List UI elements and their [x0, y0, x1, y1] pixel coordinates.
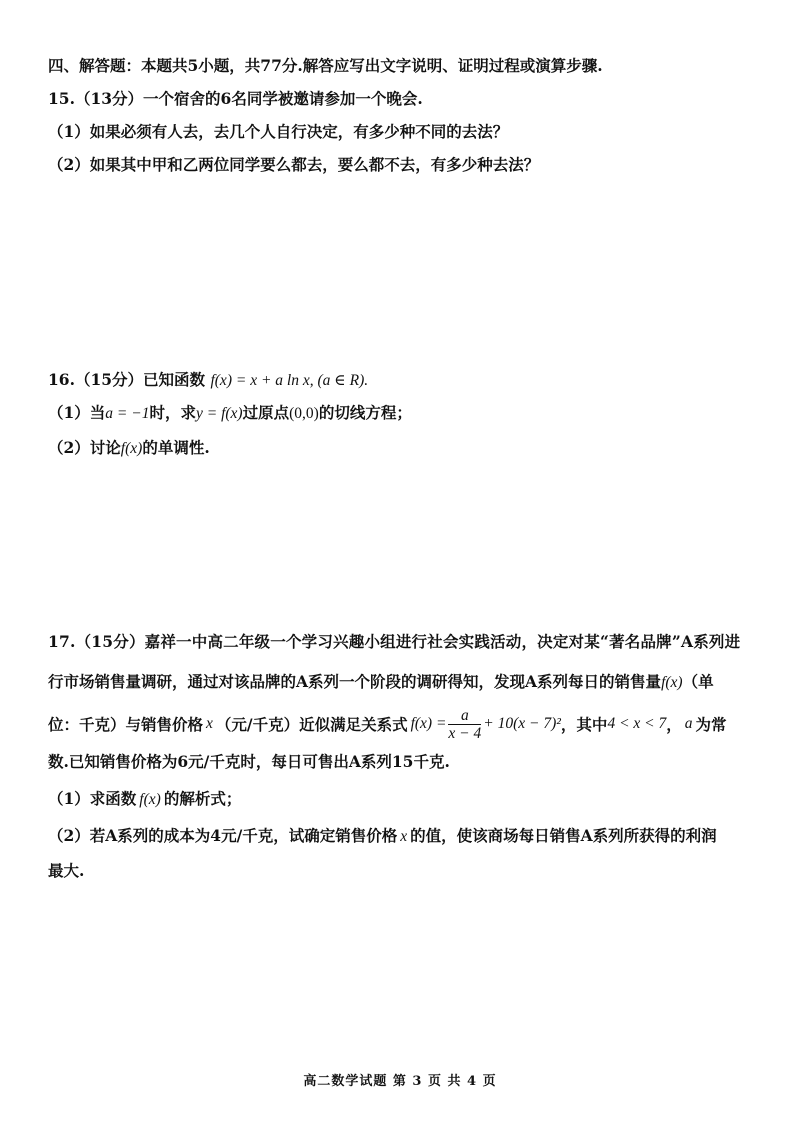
question-17-part-2 [48, 824, 760, 846]
relation-formula-fraction [448, 707, 481, 742]
math-range: 4 < x < 7 [607, 715, 667, 732]
question-16-part-1 [48, 401, 760, 423]
question-text: （元/千克）近似满足关系式 [215, 715, 408, 734]
page-footer: 高二数学试题 第 3 页 共 4 页 [303, 1074, 497, 1089]
question-16-part-2 [48, 436, 760, 458]
part-text: （2）讨论 [48, 438, 121, 457]
part-text: 的解析式； [163, 789, 242, 808]
question-17-line-3 [48, 704, 760, 744]
question-text: 已知函数 [143, 370, 206, 389]
question-17-line-4: 数.已知销售价格为6元/千克时，每日可售出A系列15千克. [48, 752, 450, 771]
question-15-stem [48, 87, 760, 109]
question-17-line-2 [48, 670, 760, 692]
question-text: 为常 [695, 715, 727, 734]
part-text: 的单调性. [142, 438, 210, 457]
question-15-part-1: （1）如果必须有人去，去几个人自行决定，有多少种不同的去法？ [48, 122, 509, 141]
part-text: （1）当 [48, 403, 106, 422]
math-condition: a = −1 [105, 405, 150, 422]
part-text: 过原点 [242, 403, 290, 422]
math-function: f(x) [661, 674, 683, 691]
question-points: （15分） [75, 632, 145, 651]
math-function: y = f(x) [195, 405, 243, 422]
math-function: f(x) [120, 440, 143, 457]
section-header: 四、解答题：本题共5小题，共77分.解答应写出文字说明、证明过程或演算步骤. [48, 56, 603, 75]
relation-formula-rhs: + 10(x − 7)² [483, 715, 561, 732]
question-17-part-2-continued: 最大. [48, 861, 85, 880]
part-text: （1）求函数 [48, 789, 137, 808]
fraction-denominator: x − 4 [448, 724, 482, 742]
question-text: ， [666, 715, 682, 734]
relation-formula-lhs: f(x) = [410, 715, 447, 732]
part-text: 的切线方程； [318, 403, 412, 422]
math-function: f(x) [139, 791, 161, 808]
part-text: 的值，使该商场每日销售A系列所获得的利润 [410, 826, 717, 845]
math-variable: a [684, 715, 693, 732]
question-text: 位：千克）与销售价格 [48, 715, 204, 734]
fraction-numerator: a [448, 707, 481, 725]
question-text: 嘉祥一中高二年级一个学习兴趣小组进行社会实践活动，决定对某“著名品牌”A系列进 [144, 632, 741, 651]
question-text: 一个宿舍的6名同学被邀请参加一个晚会. [143, 89, 423, 108]
question-15-part-2: （2）如果其中甲和乙两位同学要么都去，要么都不去，有多少种去法？ [48, 155, 540, 174]
question-number: 17. [48, 632, 76, 651]
math-point: (0,0) [289, 405, 319, 422]
part-text: （2）若A系列的成本为4元/千克，试确定销售价格 [48, 826, 398, 845]
question-number: 16. [48, 370, 75, 389]
math-variable: x [400, 828, 408, 845]
question-16-stem [48, 368, 760, 390]
math-variable: x [206, 715, 213, 732]
question-points: （13分） [74, 89, 144, 108]
function-formula: f(x) = x + a ln x, (a ∈ R). [210, 372, 369, 389]
question-number: 15. [48, 89, 75, 108]
part-text: 时，求 [149, 403, 196, 422]
question-text: 行市场销售量调研，通过对该品牌的A系列一个阶段的调研得知，发现A系列每日的销售量 [48, 672, 662, 691]
question-17-part-1 [48, 787, 760, 809]
question-text: （单 [682, 672, 714, 691]
question-points: （15分） [74, 370, 144, 389]
question-text: ，其中 [560, 715, 608, 734]
question-17-line-1 [48, 630, 760, 652]
